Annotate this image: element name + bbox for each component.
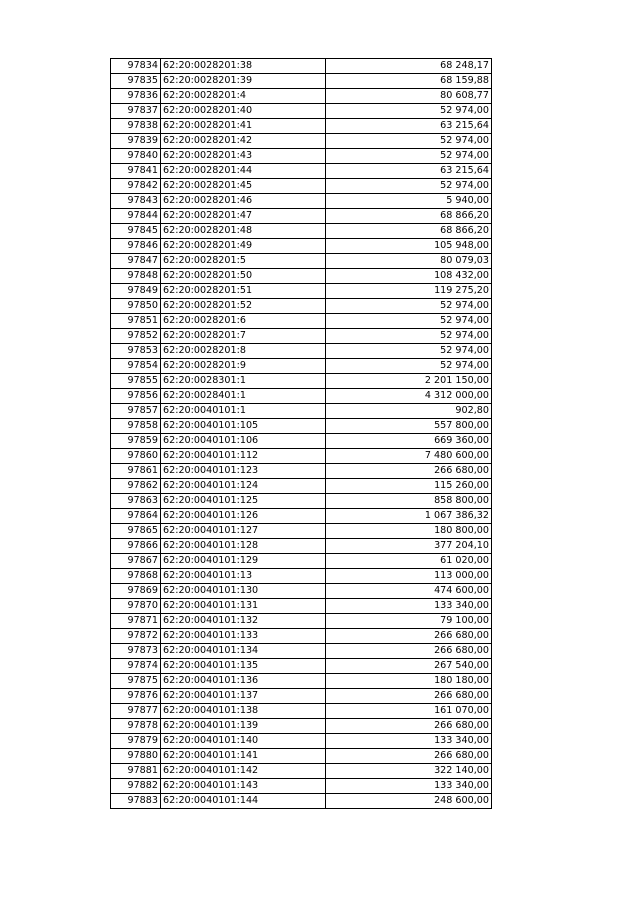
row-number-cell: 97882: [111, 779, 161, 794]
table-row: [111, 674, 492, 689]
cadastral-number-cell: 62:20:0040101:135: [161, 659, 326, 674]
cadastral-number-cell: 62:20:0040101:140: [161, 734, 326, 749]
table-row: [111, 389, 492, 404]
row-number-cell: 97870: [111, 599, 161, 614]
cadastral-number-cell: 62:20:0028201:7: [161, 329, 326, 344]
table-row: [111, 524, 492, 539]
cadastral-value-cell: 858 800,00: [326, 494, 492, 509]
cadastral-number-cell: 62:20:0040101:133: [161, 629, 326, 644]
table-row: [111, 689, 492, 704]
row-number-cell: 97843: [111, 194, 161, 209]
table-row: [111, 764, 492, 779]
row-number-cell: 97863: [111, 494, 161, 509]
table-row: [111, 794, 492, 809]
row-number-cell: 97869: [111, 584, 161, 599]
table-row: [111, 509, 492, 524]
row-number-cell: 97851: [111, 314, 161, 329]
cadastral-value-cell: 52 974,00: [326, 134, 492, 149]
cadastral-value-cell: 669 360,00: [326, 434, 492, 449]
table-row: [111, 239, 492, 254]
cadastral-value-cell: 68 866,20: [326, 224, 492, 239]
table-row: [111, 614, 492, 629]
cadastral-number-cell: 62:20:0028201:40: [161, 104, 326, 119]
row-number-cell: 97875: [111, 674, 161, 689]
row-number-cell: 97872: [111, 629, 161, 644]
cadastral-value-cell: 266 680,00: [326, 749, 492, 764]
cadastral-value-cell: 115 260,00: [326, 479, 492, 494]
table-row: [111, 194, 492, 209]
cadastral-number-cell: 62:20:0028201:41: [161, 119, 326, 134]
table-row: [111, 164, 492, 179]
table-row: [111, 284, 492, 299]
table-row: [111, 89, 492, 104]
row-number-cell: 97842: [111, 179, 161, 194]
row-number-cell: 97860: [111, 449, 161, 464]
cadastral-value-cell: 80 608,77: [326, 89, 492, 104]
table-row: [111, 584, 492, 599]
cadastral-number-cell: 62:20:0040101:142: [161, 764, 326, 779]
cadastral-number-cell: 62:20:0040101:138: [161, 704, 326, 719]
cadastral-value-cell: 108 432,00: [326, 269, 492, 284]
row-number-cell: 97834: [111, 59, 161, 74]
row-number-cell: 97877: [111, 704, 161, 719]
cadastral-value-cell: 68 866,20: [326, 209, 492, 224]
table-row: [111, 269, 492, 284]
cadastral-number-cell: 62:20:0040101:123: [161, 464, 326, 479]
row-number-cell: 97859: [111, 434, 161, 449]
cadastral-number-cell: 62:20:0028201:52: [161, 299, 326, 314]
table-row: [111, 539, 492, 554]
table-row: [111, 434, 492, 449]
cadastral-value-cell: 266 680,00: [326, 629, 492, 644]
row-number-cell: 97858: [111, 419, 161, 434]
cadastral-number-cell: 62:20:0040101:131: [161, 599, 326, 614]
cadastral-number-cell: 62:20:0028201:51: [161, 284, 326, 299]
cadastral-value-cell: 133 340,00: [326, 734, 492, 749]
row-number-cell: 97864: [111, 509, 161, 524]
cadastral-value-cell: 133 340,00: [326, 779, 492, 794]
table-row: [111, 59, 492, 74]
cadastral-value-cell: 105 948,00: [326, 239, 492, 254]
row-number-cell: 97848: [111, 269, 161, 284]
table-row: [111, 224, 492, 239]
row-number-cell: 97868: [111, 569, 161, 584]
cadastral-number-cell: 62:20:0040101:125: [161, 494, 326, 509]
table-row: [111, 449, 492, 464]
row-number-cell: 97861: [111, 464, 161, 479]
cadastral-value-cell: 266 680,00: [326, 689, 492, 704]
cadastral-number-cell: 62:20:0040101:137: [161, 689, 326, 704]
cadastral-value-table: [110, 58, 492, 809]
row-number-cell: 97865: [111, 524, 161, 539]
cadastral-value-cell: 63 215,64: [326, 164, 492, 179]
cadastral-value-cell: 52 974,00: [326, 344, 492, 359]
cadastral-number-cell: 62:20:0028201:38: [161, 59, 326, 74]
table-row: [111, 104, 492, 119]
cadastral-value-cell: 266 680,00: [326, 719, 492, 734]
table-row: [111, 569, 492, 584]
row-number-cell: 97874: [111, 659, 161, 674]
cadastral-number-cell: 62:20:0028201:43: [161, 149, 326, 164]
cadastral-number-cell: 62:20:0028201:49: [161, 239, 326, 254]
table-body: [111, 59, 492, 809]
cadastral-value-cell: 267 540,00: [326, 659, 492, 674]
cadastral-value-cell: 52 974,00: [326, 179, 492, 194]
cadastral-value-cell: 133 340,00: [326, 599, 492, 614]
table-row: [111, 149, 492, 164]
cadastral-value-cell: 474 600,00: [326, 584, 492, 599]
cadastral-number-cell: 62:20:0040101:139: [161, 719, 326, 734]
cadastral-number-cell: 62:20:0028201:46: [161, 194, 326, 209]
table-row: [111, 464, 492, 479]
row-number-cell: 97840: [111, 149, 161, 164]
cadastral-number-cell: 62:20:0040101:106: [161, 434, 326, 449]
row-number-cell: 97862: [111, 479, 161, 494]
cadastral-number-cell: 62:20:0028201:8: [161, 344, 326, 359]
table-row: [111, 254, 492, 269]
cadastral-number-cell: 62:20:0040101:112: [161, 449, 326, 464]
cadastral-number-cell: 62:20:0028401:1: [161, 389, 326, 404]
cadastral-number-cell: 62:20:0040101:130: [161, 584, 326, 599]
cadastral-value-cell: 79 100,00: [326, 614, 492, 629]
table-row: [111, 374, 492, 389]
cadastral-number-cell: 62:20:0040101:105: [161, 419, 326, 434]
cadastral-value-cell: 322 140,00: [326, 764, 492, 779]
table-row: [111, 404, 492, 419]
cadastral-number-cell: 62:20:0028201:44: [161, 164, 326, 179]
table-row: [111, 629, 492, 644]
cadastral-number-cell: 62:20:0040101:124: [161, 479, 326, 494]
cadastral-number-cell: 62:20:0040101:127: [161, 524, 326, 539]
table-row: [111, 179, 492, 194]
cadastral-number-cell: 62:20:0028201:6: [161, 314, 326, 329]
cadastral-number-cell: 62:20:0028201:5: [161, 254, 326, 269]
row-number-cell: 97852: [111, 329, 161, 344]
table-row: [111, 344, 492, 359]
row-number-cell: 97857: [111, 404, 161, 419]
cadastral-value-cell: 52 974,00: [326, 329, 492, 344]
table-row: [111, 704, 492, 719]
cadastral-value-cell: 266 680,00: [326, 464, 492, 479]
cadastral-number-cell: 62:20:0028201:39: [161, 74, 326, 89]
cadastral-number-cell: 62:20:0040101:126: [161, 509, 326, 524]
cadastral-number-cell: 62:20:0028201:42: [161, 134, 326, 149]
cadastral-number-cell: 62:20:0040101:134: [161, 644, 326, 659]
cadastral-value-cell: 63 215,64: [326, 119, 492, 134]
cadastral-value-cell: 377 204,10: [326, 539, 492, 554]
table-row: [111, 314, 492, 329]
cadastral-value-cell: 248 600,00: [326, 794, 492, 809]
cadastral-number-cell: 62:20:0028201:4: [161, 89, 326, 104]
cadastral-value-cell: 68 159,88: [326, 74, 492, 89]
cadastral-number-cell: 62:20:0040101:143: [161, 779, 326, 794]
table-row: [111, 329, 492, 344]
table-row: [111, 299, 492, 314]
cadastral-number-cell: 62:20:0040101:128: [161, 539, 326, 554]
table-row: [111, 74, 492, 89]
cadastral-number-cell: 62:20:0028201:45: [161, 179, 326, 194]
table-row: [111, 719, 492, 734]
cadastral-value-cell: 4 312 000,00: [326, 389, 492, 404]
row-number-cell: 97847: [111, 254, 161, 269]
cadastral-value-cell: 1 067 386,32: [326, 509, 492, 524]
cadastral-number-cell: 62:20:0040101:144: [161, 794, 326, 809]
cadastral-number-cell: 62:20:0028201:48: [161, 224, 326, 239]
row-number-cell: 97846: [111, 239, 161, 254]
cadastral-value-cell: 266 680,00: [326, 644, 492, 659]
cadastral-value-cell: 61 020,00: [326, 554, 492, 569]
cadastral-value-cell: 161 070,00: [326, 704, 492, 719]
table-row: [111, 779, 492, 794]
row-number-cell: 97856: [111, 389, 161, 404]
row-number-cell: 97839: [111, 134, 161, 149]
row-number-cell: 97844: [111, 209, 161, 224]
cadastral-number-cell: 62:20:0028201:50: [161, 269, 326, 284]
cadastral-number-cell: 62:20:0028301:1: [161, 374, 326, 389]
row-number-cell: 97866: [111, 539, 161, 554]
row-number-cell: 97836: [111, 89, 161, 104]
table-row: [111, 644, 492, 659]
table-row: [111, 119, 492, 134]
row-number-cell: 97854: [111, 359, 161, 374]
cadastral-value-cell: 52 974,00: [326, 149, 492, 164]
cadastral-value-cell: 180 800,00: [326, 524, 492, 539]
table-row: [111, 599, 492, 614]
row-number-cell: 97850: [111, 299, 161, 314]
row-number-cell: 97855: [111, 374, 161, 389]
row-number-cell: 97871: [111, 614, 161, 629]
cadastral-value-cell: 52 974,00: [326, 359, 492, 374]
cadastral-value-cell: 2 201 150,00: [326, 374, 492, 389]
cadastral-number-cell: 62:20:0040101:136: [161, 674, 326, 689]
cadastral-value-cell: 180 180,00: [326, 674, 492, 689]
cadastral-value-cell: 52 974,00: [326, 104, 492, 119]
row-number-cell: 97879: [111, 734, 161, 749]
cadastral-value-cell: 68 248,17: [326, 59, 492, 74]
table-row: [111, 659, 492, 674]
cadastral-value-cell: 902,80: [326, 404, 492, 419]
cadastral-value-cell: 557 800,00: [326, 419, 492, 434]
table-row: [111, 134, 492, 149]
row-number-cell: 97878: [111, 719, 161, 734]
cadastral-value-cell: 7 480 600,00: [326, 449, 492, 464]
cadastral-number-cell: 62:20:0028201:47: [161, 209, 326, 224]
row-number-cell: 97838: [111, 119, 161, 134]
cadastral-number-cell: 62:20:0040101:1: [161, 404, 326, 419]
row-number-cell: 97835: [111, 74, 161, 89]
row-number-cell: 97867: [111, 554, 161, 569]
table-row: [111, 554, 492, 569]
cadastral-number-cell: 62:20:0040101:141: [161, 749, 326, 764]
table-row: [111, 359, 492, 374]
cadastral-value-cell: 5 940,00: [326, 194, 492, 209]
row-number-cell: 97845: [111, 224, 161, 239]
table-row: [111, 749, 492, 764]
table-row: [111, 734, 492, 749]
row-number-cell: 97841: [111, 164, 161, 179]
row-number-cell: 97873: [111, 644, 161, 659]
row-number-cell: 97880: [111, 749, 161, 764]
cadastral-number-cell: 62:20:0040101:13: [161, 569, 326, 584]
table-row: [111, 479, 492, 494]
cadastral-value-cell: 52 974,00: [326, 314, 492, 329]
row-number-cell: 97837: [111, 104, 161, 119]
cadastral-value-cell: 52 974,00: [326, 299, 492, 314]
table-row: [111, 209, 492, 224]
cadastral-number-cell: 62:20:0040101:129: [161, 554, 326, 569]
row-number-cell: 97853: [111, 344, 161, 359]
row-number-cell: 97881: [111, 764, 161, 779]
table-row: [111, 419, 492, 434]
row-number-cell: 97883: [111, 794, 161, 809]
cadastral-value-cell: 113 000,00: [326, 569, 492, 584]
cadastral-number-cell: 62:20:0040101:132: [161, 614, 326, 629]
row-number-cell: 97849: [111, 284, 161, 299]
cadastral-number-cell: 62:20:0028201:9: [161, 359, 326, 374]
row-number-cell: 97876: [111, 689, 161, 704]
cadastral-value-cell: 119 275,20: [326, 284, 492, 299]
table-row: [111, 494, 492, 509]
cadastral-value-cell: 80 079,03: [326, 254, 492, 269]
